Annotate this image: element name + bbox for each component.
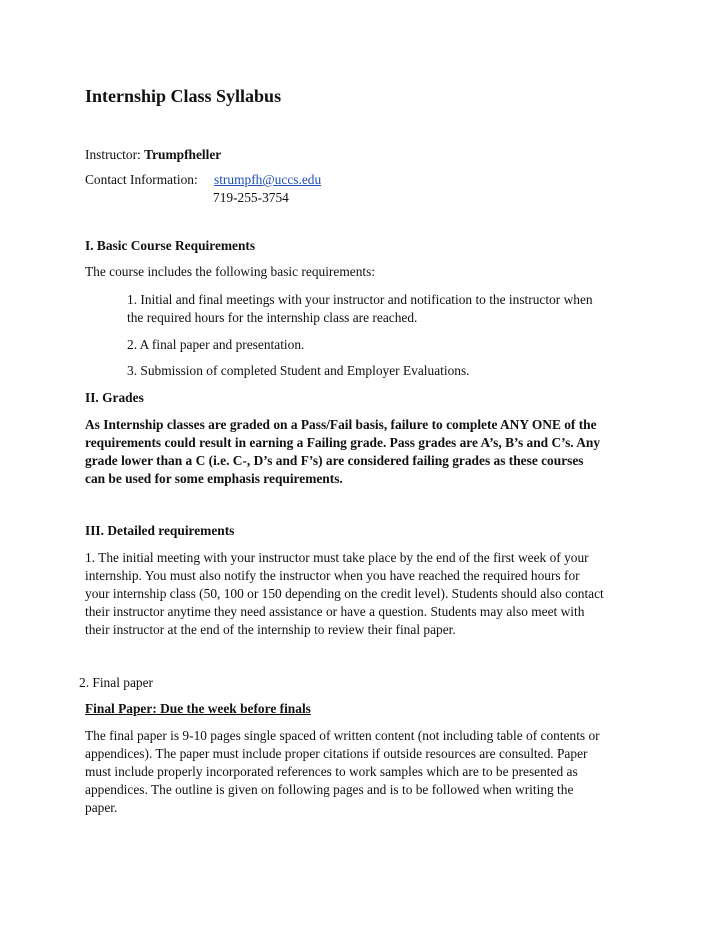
- instructor-line: [85, 146, 221, 164]
- instructor-label: Instructor:: [85, 147, 141, 162]
- requirement-item-1-line1: 1. Initial and final meetings with your instructor and notification to the instructor when: [127, 292, 593, 307]
- grades-line: As Internship classes are graded on a Pass/Fail basis, failure to complete ANY ONE of the: [85, 417, 597, 432]
- section-3-heading: III. Detailed requirements: [85, 523, 235, 538]
- final-paper-line: must include properly incorporated references to work samples which are to be presented as: [85, 764, 578, 779]
- section-2-heading: II. Grades: [85, 390, 144, 405]
- instructor-name: Trumpfheller: [144, 147, 222, 162]
- final-paper-line: The final paper is 9-10 pages single spaced of written content (not including table of contents or: [85, 728, 600, 743]
- detail-line: your internship class (50, 100 or 150 depending on the credit level). Students should also contact: [85, 586, 604, 601]
- detail-line: their instructor at the end of the internship to review their final paper.: [85, 622, 456, 637]
- detail-line: their instructor anytime they need assistance or have a question. Students may also meet with: [85, 604, 585, 619]
- final-paper-line: appendices. The outline is given on following pages and is to be followed when writing the: [85, 782, 574, 797]
- requirement-item-2: 2. A final paper and presentation.: [127, 337, 305, 352]
- grades-paragraph: [85, 416, 645, 488]
- section-1-intro: The course includes the following basic requirements:: [85, 264, 376, 279]
- final-paper-heading: Final Paper: Due the week before finals: [85, 701, 311, 716]
- requirement-item-1-line2: the required hours for the internship class are reached.: [127, 310, 418, 325]
- page-title: Internship Class Syllabus: [85, 86, 282, 106]
- grades-line: requirements could result in earning a Failing grade. Pass grades are A’s, B’s and C’s. Any: [85, 435, 601, 450]
- final-paper-line: paper.: [85, 800, 118, 815]
- grades-line: can be used for some emphasis requirements.: [85, 471, 343, 486]
- section-1-heading: I. Basic Course Requirements: [85, 238, 256, 253]
- final-paper-line: appendices). The paper must include proper citations if outside resources are consulted. Paper: [85, 746, 588, 761]
- contact-phone: 719-255-3754: [213, 190, 289, 205]
- final-paper-paragraph: [85, 727, 645, 817]
- contact-email-wrap: [214, 171, 321, 189]
- grades-line: grade lower than a C (i.e. C-, D’s and F’s) are considered failing grades as these courses: [85, 453, 584, 468]
- contact-label: Contact Information:: [85, 172, 198, 187]
- contact-email-link[interactable]: strumpfh@uccs.edu: [214, 172, 322, 187]
- detail-line: internship. You must also notify the instructor when you have reached the required hours for: [85, 568, 580, 583]
- detail-line: 1. The initial meeting with your instructor must take place by the end of the first week of your: [85, 550, 589, 565]
- final-paper-label: 2. Final paper: [79, 675, 154, 690]
- contact-line: [85, 171, 198, 189]
- detailed-requirements-paragraph: [85, 549, 645, 639]
- requirement-item-3: 3. Submission of completed Student and Employer Evaluations.: [127, 363, 470, 378]
